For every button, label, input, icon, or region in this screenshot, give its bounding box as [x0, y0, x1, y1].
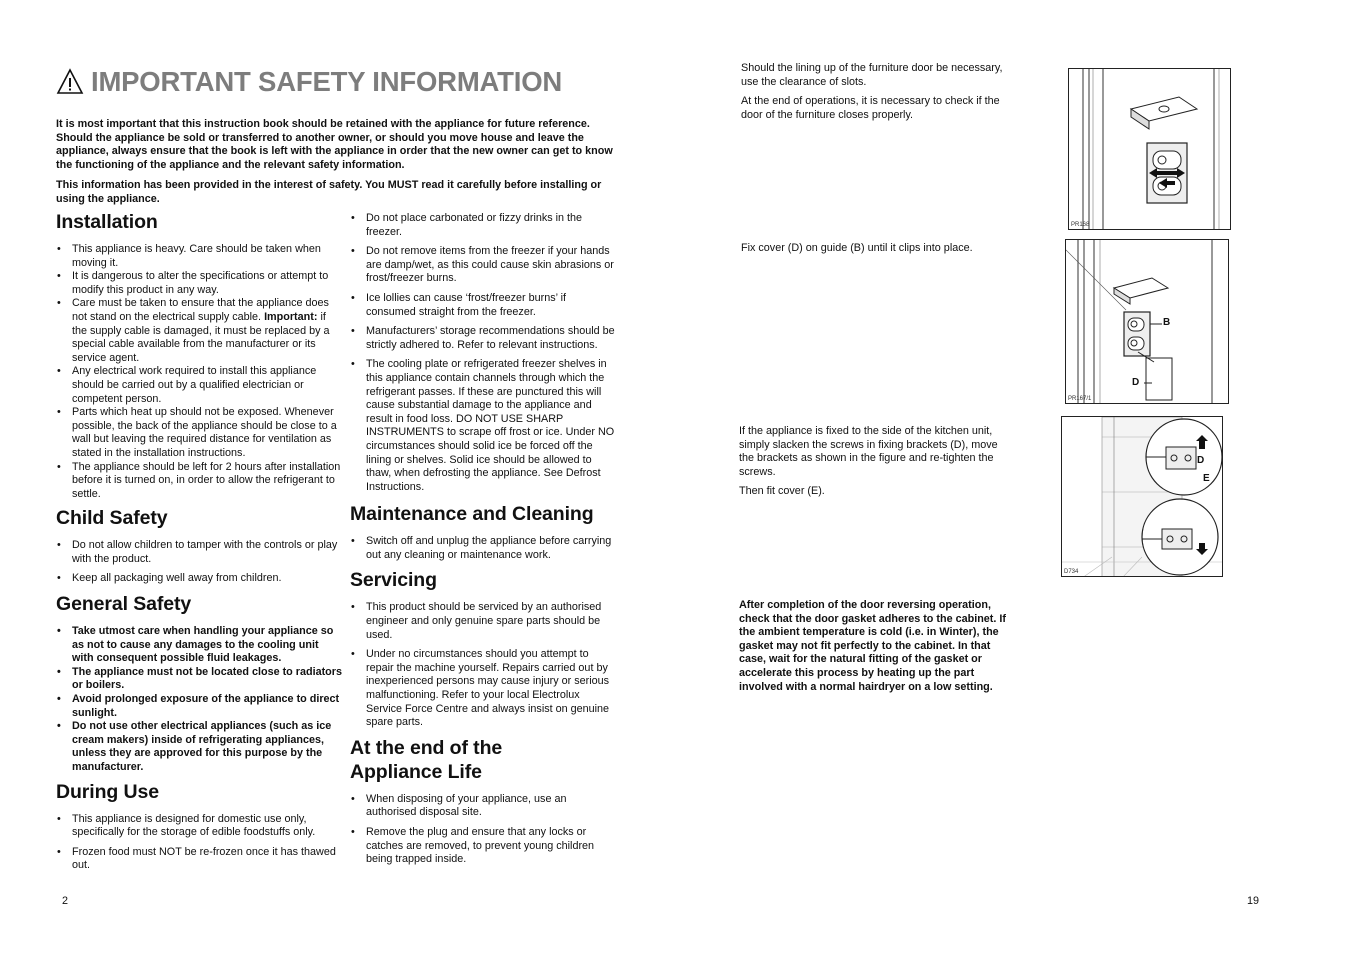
- end-of-life-section: [350, 736, 618, 867]
- paragraph: Should the lining up of the furniture door be necessary, use the clearance of slots.: [741, 62, 1003, 88]
- maintenance-section: [350, 502, 618, 562]
- page-number-left: 2: [62, 895, 69, 907]
- section-heading: Servicing: [350, 569, 437, 592]
- servicing-list: [350, 601, 618, 729]
- list-item: • Do not allow children to tamper with the controls or play with the product.: [56, 539, 342, 566]
- list-item: • This appliance is heavy. Care should be taken when moving it.: [56, 243, 342, 270]
- right-text-block-4: [739, 599, 1007, 700]
- during-use-list: [56, 813, 342, 873]
- installation-section: [56, 210, 342, 501]
- list-item-text: if the supply cable is damaged, it must be replaced by a special cable available from the manufacturer or its service agent.: [72, 310, 330, 364]
- heading-line: At the end of the: [350, 736, 503, 759]
- child-safety-section: [56, 506, 342, 586]
- general-safety-list: [56, 625, 342, 775]
- middle-column: [350, 212, 618, 873]
- list-item: • Avoid prolonged exposure of the appliance to direct sunlight.: [56, 693, 342, 720]
- figure-hinge-slots: [1068, 68, 1231, 230]
- page-number-right: 19: [1247, 895, 1260, 907]
- list-item: • Remove the plug and ensure that any locks or catches are removed, to prevent young children being trapped inside.: [350, 826, 618, 867]
- label-d: D: [1197, 455, 1205, 466]
- section-heading: [350, 736, 618, 784]
- section-heading: During Use: [56, 780, 160, 803]
- figure-code: D734: [1064, 569, 1079, 575]
- section-heading: General Safety: [56, 593, 192, 616]
- figure-code: PR168: [1071, 222, 1090, 228]
- right-text-block-3: [739, 425, 1007, 505]
- section-heading: Child Safety: [56, 507, 168, 530]
- list-item: • Do not use other electrical appliances (such as ice cream makers) inside of refrigerating appliances, unless they are approved for this purpose by the manufacturer.: [56, 720, 342, 774]
- list-item: • Ice lollies can cause ‘frost/freezer burns’ if consumed straight from the freezer.: [350, 292, 618, 319]
- list-item: • This appliance is designed for domestic use only, specifically for the storage of edible foodstuffs only.: [56, 813, 342, 840]
- list-item: • When disposing of your appliance, use an authorised disposal site.: [350, 793, 618, 820]
- label-e: E: [1203, 473, 1210, 484]
- list-item: • It is dangerous to alter the specifications or attempt to modify this product in any way.: [56, 270, 342, 297]
- label-d: D: [1132, 377, 1140, 388]
- important-label: Important:: [264, 310, 318, 323]
- list-item: • Manufacturers’ storage recommendations should be strictly adhered to. Refer to relevant instructions.: [350, 325, 618, 352]
- paragraph: Then fit cover (E).: [739, 485, 825, 498]
- intro: [56, 118, 622, 214]
- intro-paragraph: This information has been provided in the interest of safety. You MUST read it carefully before installing or using the appliance.: [56, 179, 602, 205]
- child-safety-list: [56, 539, 342, 586]
- list-item: [56, 297, 342, 365]
- intro-paragraph: It is most important that this instruction book should be retained with the appliance for future reference. Should the appliance be sold or transferred to another owner, or should you move house and leave the appliance, always ensure that the book is left with the appliance in order that the new owner can get to know the functioning of the appliance and the relevant safety information.: [56, 118, 613, 171]
- list-item: • The cooling plate or refrigerated freezer shelves in this appliance contain channels through which the refrigerant passes. If these are punctured this will cause substantial damage to the appliance and result in food loss. DO NOT USE SHARP INSTRUMENTS to scrape off frost or ice. Under NO circumstances should solid ice be forced off the lining or shelves. Solid ice should be allowed to thaw, when defrosting the appliance. See Defrost Instructions.: [350, 358, 618, 494]
- section-heading: Maintenance and Cleaning: [350, 503, 594, 526]
- right-text-block-1: [741, 62, 1009, 128]
- figure-cover-guide: [1065, 239, 1229, 404]
- warning-icon: [56, 68, 84, 96]
- list-item: • The appliance must not be located close to radiators or boilers.: [56, 666, 342, 693]
- list-item: • Under no circumstances should you attempt to repair the machine yourself. Repairs carried out by inexperienced persons may cause injury or serious malfunctioning. Refer to your local Electrolux Service Force Centre and always insist on genuine spare parts.: [350, 648, 618, 730]
- servicing-section: [350, 568, 618, 729]
- paragraph: If the appliance is fixed to the side of the kitchen unit, simply slacken the screws in fixing brackets (D), move the brackets as shown in the figure and re-tighten the screws.: [739, 425, 998, 478]
- list-item: • The appliance should be left for 2 hours after installation before it is turned on, in order to allow the refrigerant to settle.: [56, 461, 342, 502]
- side-brackets-drawing: [1062, 417, 1223, 577]
- label-b: B: [1163, 317, 1171, 328]
- maintenance-list: [350, 535, 618, 562]
- hinge-slots-drawing: [1069, 69, 1231, 230]
- title-text: IMPORTANT SAFETY INFORMATION: [91, 66, 563, 97]
- cover-guide-drawing: [1066, 240, 1229, 404]
- list-item: • Parts which heat up should not be exposed. Whenever possible, the back of the appliance should be close to a wall but leaving the required distance for ventilation as stated in the installation instructions.: [56, 406, 342, 460]
- list-item: • This product should be serviced by an authorised engineer and only genuine spare parts should be used.: [350, 601, 618, 642]
- installation-list: [56, 243, 342, 501]
- left-column: [56, 210, 342, 879]
- right-text-block-2: [741, 242, 1009, 262]
- list-item: • Keep all packaging well away from children.: [56, 572, 342, 586]
- during-use-list-continued: [350, 212, 618, 494]
- section-heading: Installation: [56, 211, 158, 233]
- figure-code: PR167/1: [1068, 396, 1092, 402]
- list-item: • Take utmost care when handling your appliance so as not to cause any damages to the cooling unit with consequent possible fluid leakages.: [56, 625, 342, 666]
- paragraph: Fix cover (D) on guide (B) until it clips into place.: [741, 242, 973, 254]
- list-item: • Switch off and unplug the appliance before carrying out any cleaning or maintenance work.: [350, 535, 618, 562]
- page-title: [56, 66, 562, 98]
- paragraph: At the end of operations, it is necessary to check if the door of the furniture closes properly.: [741, 95, 1000, 121]
- figure-side-brackets: [1061, 416, 1223, 577]
- list-item-text: Care must be taken to ensure that the appliance does not stand on the electrical supply cable.: [72, 297, 329, 323]
- list-item: • Any electrical work required to install this appliance should be carried out by a qualified electrician or competent person.: [56, 365, 342, 406]
- list-item: • Frozen food must NOT be re-frozen once it has thawed out.: [56, 846, 342, 873]
- general-safety-section: [56, 592, 342, 775]
- end-of-life-list: [350, 793, 618, 867]
- during-use-section: [56, 780, 342, 873]
- list-item: • Do not place carbonated or fizzy drinks in the freezer.: [350, 212, 618, 239]
- heading-line: Appliance Life: [350, 760, 482, 783]
- list-item: • Do not remove items from the freezer if your hands are damp/wet, as this could cause skin abrasions or frost/freezer burns.: [350, 245, 618, 286]
- paragraph: After completion of the door reversing operation, check that the door gasket adheres to the cabinet. If the ambient temperature is cold (i.e. in Winter), the gasket may not fit perfectly to the cabinet. In that case, wait for the natural fitting of the gasket or accelerate this process by heating up the part involved with a normal hairdryer on a low setting.: [739, 599, 1006, 693]
